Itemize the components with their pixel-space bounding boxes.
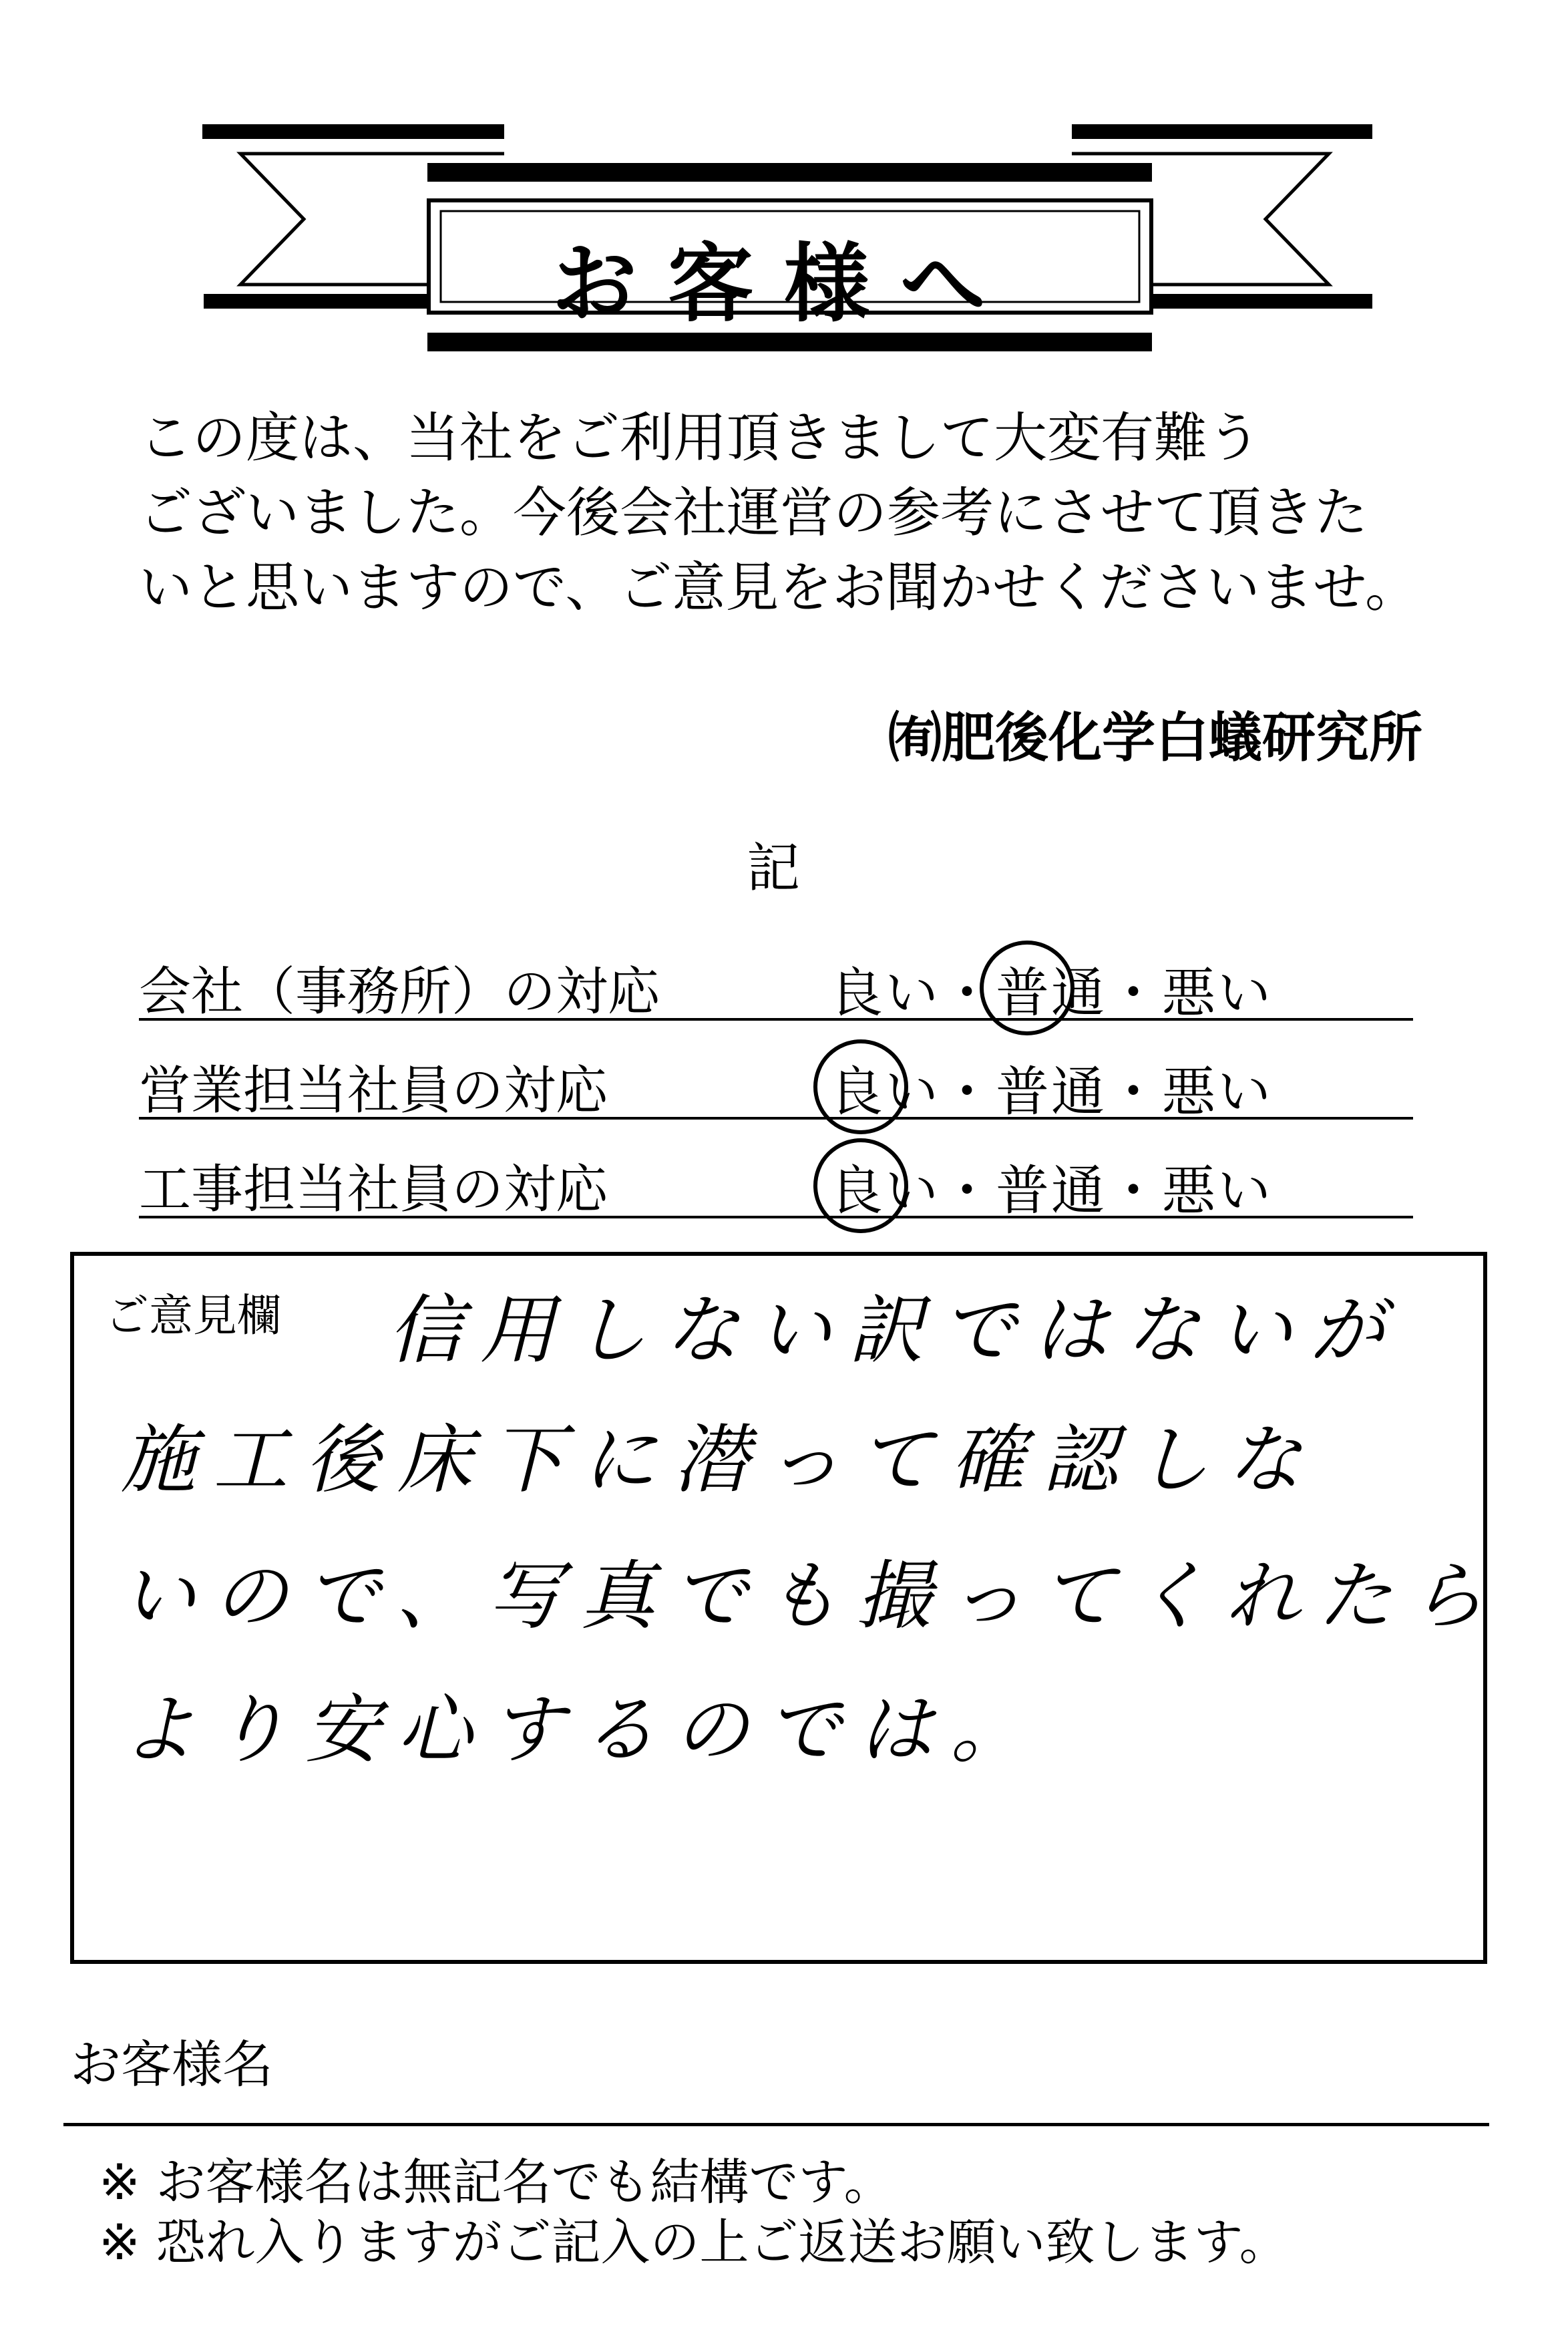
intro-line-2: ございました。今後会社運営の参考にさせて頂きた: [139, 482, 1368, 544]
rating-row-sales: [139, 1018, 1413, 1123]
option-good[interactable]: 良い: [829, 962, 940, 1024]
intro-line-1: この度は、当社をご利用頂きまして大変有難う: [139, 407, 1261, 469]
separator: ・: [1107, 962, 1162, 1024]
page-title: お客様へ: [551, 234, 1016, 334]
note-2: ※ 恐れ入りますがご記入の上ご返送お願い致します。: [99, 2214, 1289, 2271]
handwritten-line-2: 施工後床下に潜って確認しな: [121, 1417, 1319, 1504]
option-normal[interactable]: 普通: [996, 1061, 1107, 1123]
rating-options: [829, 1049, 1273, 1126]
separator: ・: [940, 1160, 996, 1222]
option-bad[interactable]: 悪い: [1162, 962, 1273, 1024]
option-good-selected[interactable]: 良い: [829, 1148, 940, 1224]
opinion-label: ご意見欄: [105, 1290, 281, 1341]
rating-row-office: [139, 919, 1413, 1024]
opinion-box[interactable]: [70, 1252, 1502, 1964]
separator: ・: [940, 1061, 996, 1123]
intro-text: [139, 401, 1448, 625]
banner-top-bar: [427, 163, 1152, 182]
note-1: ※ お客様名は無記名でも結構です。: [99, 2154, 894, 2211]
handwritten-line-4: より安心するのでは。: [121, 1687, 1042, 1774]
option-good-selected[interactable]: 良い: [829, 1049, 940, 1126]
option-normal-selected[interactable]: 普通: [996, 950, 1107, 1027]
intro-line-3: いと思いますので、ご意見をお聞かせくださいませ。: [139, 556, 1418, 619]
separator: ・: [940, 962, 996, 1024]
customer-name-label: お客様名: [70, 2035, 273, 2094]
rating-options: [829, 950, 1273, 1027]
rating-options: [829, 1148, 1273, 1224]
company-name: ㈲肥後化学白蟻研究所: [888, 707, 1422, 769]
separator: ・: [1107, 1061, 1162, 1123]
customer-name-field-line[interactable]: [63, 2123, 1489, 2126]
handwritten-line-1: 信用しない訳ではないが: [388, 1287, 1402, 1374]
rating-label: 営業担当社員の対応: [139, 1061, 608, 1121]
rating-row-construction: [139, 1117, 1413, 1222]
rating-label: 会社（事務所）の対応: [139, 962, 660, 1022]
option-bad[interactable]: 悪い: [1162, 1061, 1273, 1123]
handwritten-line-3: いので、写真でも撮ってくれたら: [121, 1553, 1502, 1640]
ki-heading: 記: [747, 837, 800, 899]
option-bad[interactable]: 悪い: [1162, 1160, 1273, 1222]
rating-label: 工事担当社員の対応: [139, 1160, 608, 1220]
option-normal[interactable]: 普通: [996, 1160, 1107, 1222]
separator: ・: [1107, 1160, 1162, 1222]
